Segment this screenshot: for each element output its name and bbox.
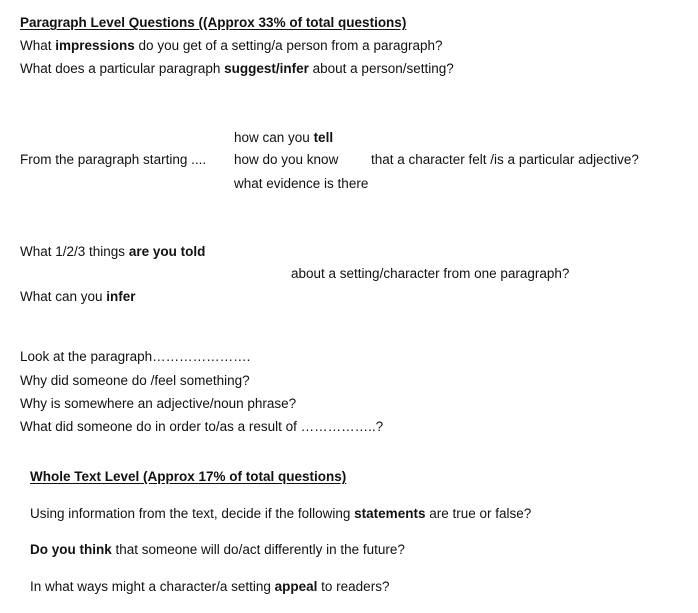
- question-text: that someone will do/act differently in the future?: [111, 542, 405, 557]
- question-keyword: statements: [354, 506, 426, 521]
- tell-option-how-do-you-know: how do you know: [234, 152, 339, 167]
- tell-lead-text: From the paragraph starting ....: [20, 152, 207, 167]
- look-line-1: Look at the paragraph………………….: [20, 349, 251, 364]
- option-text: how can you: [234, 130, 314, 145]
- tell-tail-text: that a character felt /is a particular adjective?: [371, 152, 639, 167]
- told-line-things: [20, 243, 205, 261]
- question-keyword: appeal: [274, 579, 318, 594]
- look-line-4: What did someone do in order to/as a result of ……………..?: [20, 419, 384, 434]
- question-text: What does a particular paragraph: [20, 61, 225, 76]
- question-statements: [30, 505, 531, 523]
- told-line-infer: [20, 288, 136, 306]
- question-text: In what ways might a character/a setting: [30, 579, 275, 594]
- look-line-2: Why did someone do /feel something?: [20, 373, 250, 388]
- question-text: do you get of a setting/a person from a paragraph?: [134, 38, 443, 53]
- told-keyword: are you told: [128, 244, 206, 259]
- question-text: to readers?: [317, 579, 390, 594]
- paragraph-level-heading: Paragraph Level Questions ((Approx 33% of total questions): [20, 15, 407, 30]
- tell-option-how-can-you-tell: [234, 129, 333, 147]
- question-impressions: [20, 37, 443, 55]
- told-keyword: infer: [106, 289, 136, 304]
- question-keyword: impressions: [55, 38, 135, 53]
- question-do-you-think: [30, 541, 405, 559]
- look-line-3: Why is somewhere an adjective/noun phrase?: [20, 396, 297, 411]
- tell-option-evidence: what evidence is there: [234, 176, 369, 191]
- whole-text-level-heading: Whole Text Level (Approx 17% of total questions): [30, 469, 347, 484]
- question-text: Using information from the text, decide if the following: [30, 506, 355, 521]
- option-keyword: tell: [313, 130, 334, 145]
- question-appeal: [30, 578, 389, 596]
- question-suggest-infer: [20, 60, 454, 78]
- question-text: What: [20, 38, 56, 53]
- question-keyword: Do you think: [30, 542, 112, 557]
- question-text: about a person/setting?: [308, 61, 454, 76]
- told-middle-text: about a setting/character from one paragraph?: [291, 266, 570, 281]
- told-text: What can you: [20, 289, 107, 304]
- question-keyword: suggest/infer: [224, 61, 309, 76]
- told-text: What 1/2/3 things: [20, 244, 129, 259]
- question-text: are true or false?: [425, 506, 532, 521]
